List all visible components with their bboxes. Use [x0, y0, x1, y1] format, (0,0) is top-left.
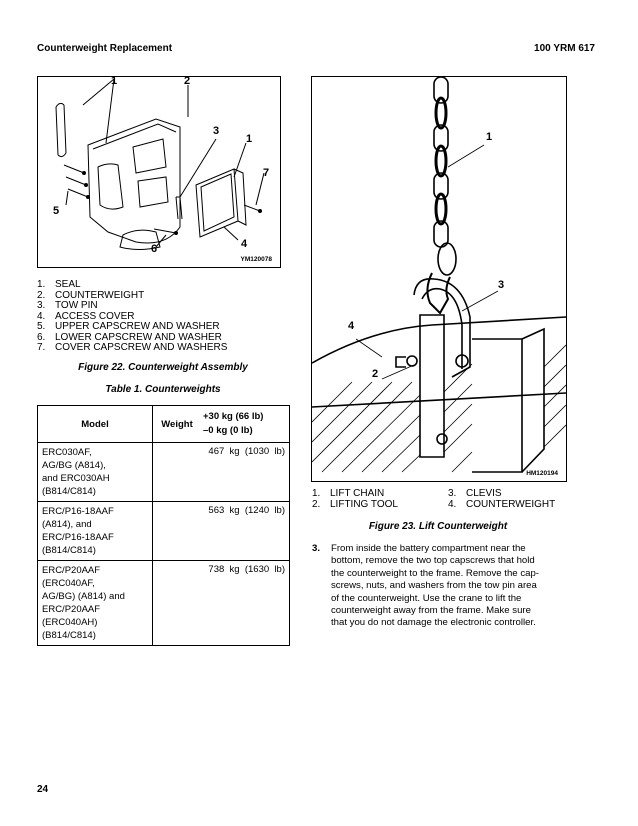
figure-23-caption: Figure 23. Lift Counterweight — [368, 521, 508, 532]
model-cell — [38, 443, 153, 502]
col-header-tolerance — [201, 406, 290, 443]
fig22-callout-7: 7 — [263, 167, 270, 179]
step-line: counterweight away from the frame. Make sure — [331, 605, 531, 617]
table-row — [38, 443, 290, 502]
legend-num: 3. — [448, 488, 457, 499]
model-line: (B814/C814) — [42, 545, 96, 556]
fig22-callout-1a: 1 — [111, 75, 118, 87]
fig23-callout-3: 3 — [498, 279, 505, 291]
figure-23-legend — [312, 489, 572, 510]
fig22-callout-1b: 1 — [246, 133, 253, 145]
legend-num: 3. — [37, 300, 46, 311]
fig22-callout-3: 3 — [213, 125, 220, 137]
model-line: (B814/C814) — [42, 486, 96, 497]
step-line: bottom, remove the two top capscrews that hold — [331, 555, 535, 567]
legend-text: TOW PIN — [55, 300, 98, 311]
model-line: ERC/P16-18AAF — [42, 532, 114, 543]
step-line: of the counterweight. Use the crane to lift the — [331, 592, 522, 604]
fig22-callout-2: 2 — [184, 75, 191, 87]
fig22-callout-4: 4 — [241, 238, 248, 250]
step-number: 3. — [312, 543, 321, 554]
model-line: ERC030AF, — [42, 447, 92, 458]
legend-text: COUNTERWEIGHT — [55, 289, 145, 301]
legend-text: COUNTERWEIGHT — [466, 498, 556, 510]
weight-cell: 467 kg (1030 lb) — [153, 443, 290, 502]
legend-num: 7. — [37, 342, 46, 353]
legend-num: 2. — [37, 289, 46, 301]
legend-num: 4. — [37, 310, 46, 322]
legend-text: LIFTING TOOL — [330, 498, 398, 510]
fig22-callout-5: 5 — [53, 205, 60, 217]
fig23-callout-1: 1 — [486, 131, 493, 143]
fig22-id: YM120078 — [240, 256, 272, 263]
figure-22-caption: Figure 22. Counterweight Assembly — [78, 362, 248, 373]
legend-text: LIFT CHAIN — [330, 488, 385, 499]
model-cell — [38, 502, 153, 561]
weight-cell: 738 kg (1630 lb) — [153, 561, 290, 646]
step-line: screws, nuts, and washers from the tow pin area — [331, 580, 537, 592]
figure-22-illustration — [37, 76, 281, 268]
legend-num: 1. — [37, 279, 46, 290]
table-row — [38, 502, 290, 561]
model-line: and ERC030AH — [42, 473, 110, 484]
tolerance-minus: –0 kg (0 lb) — [203, 425, 253, 436]
step-line: the counterweight to the frame. Remove the cap- — [331, 567, 539, 579]
header-section-title: Counterweight Replacement — [37, 43, 173, 54]
table-header-row — [38, 406, 290, 443]
lift-counterweight-drawing — [312, 77, 566, 481]
model-line: (ERC040AF, — [42, 578, 95, 589]
model-line: AG/BG (A814), — [42, 460, 106, 471]
fig23-callout-4: 4 — [348, 320, 355, 332]
legend-num: 2. — [312, 498, 321, 510]
legend-num: 5. — [37, 321, 46, 332]
col-header-weight: Weight — [153, 406, 202, 443]
legend-text: LOWER CAPSCREW AND WASHER — [55, 331, 222, 343]
legend-text: COVER CAPSCREW AND WASHERS — [55, 342, 228, 353]
model-line: (ERC040AH) — [42, 617, 98, 628]
step-line: that you do not damage the electronic controller. — [331, 617, 536, 629]
legend-text: SEAL — [55, 279, 81, 290]
counterweights-table — [37, 405, 290, 646]
legend-num: 1. — [312, 488, 321, 499]
fig22-callout-6: 6 — [151, 243, 158, 255]
model-cell — [38, 561, 153, 646]
legend-num: 4. — [448, 498, 457, 510]
model-line: ERC/P16-18AAF — [42, 506, 114, 517]
figure-23-illustration — [311, 76, 567, 482]
table-row — [38, 561, 290, 646]
model-line: ERC/P20AAF — [42, 565, 101, 576]
fig23-callout-2: 2 — [372, 368, 379, 380]
page-number: 24 — [37, 784, 49, 795]
col-header-model: Model — [38, 406, 153, 443]
fig23-id: HM120194 — [526, 470, 558, 477]
weight-cell: 563 kg (1240 lb) — [153, 502, 290, 561]
step-line: From inside the battery compartment near the — [331, 543, 526, 554]
legend-text: UPPER CAPSCREW AND WASHER — [55, 321, 220, 332]
model-line: (A814), and — [42, 519, 92, 530]
tolerance-plus: +30 kg (66 lb) — [203, 411, 264, 422]
model-line: AG/BG) (A814) and — [42, 591, 125, 602]
step-3 — [312, 543, 565, 630]
legend-num: 6. — [37, 331, 46, 343]
legend-text: CLEVIS — [466, 488, 502, 499]
legend-text: ACCESS COVER — [55, 310, 135, 322]
model-line: ERC/P20AAF — [42, 604, 101, 615]
header-manual-number: 100 YRM 617 — [534, 43, 595, 54]
model-line: (B814/C814) — [42, 630, 96, 641]
step-text — [331, 543, 565, 630]
table-1-title: Table 1. Counterweights — [105, 384, 221, 395]
figure-22-legend — [37, 280, 287, 354]
